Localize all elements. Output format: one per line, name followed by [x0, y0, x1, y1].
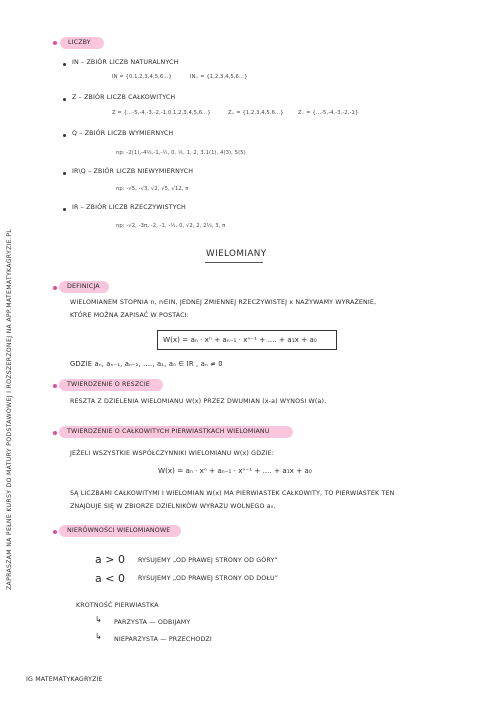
arrow-icon: ↳: [95, 632, 102, 641]
definition-line-2: KTÓRE MOŻNA ZAPISAĆ W POSTACI:: [70, 312, 189, 319]
roots-formula: W(x) = aₙ · xⁿ + aₙ₋₁ · xⁿ⁻¹ + .... + a₁x + a₀: [158, 466, 312, 475]
q-definition: Q – ZBIÓR LICZB WYMIERNYCH: [72, 130, 174, 137]
bezout-pill: [59, 379, 163, 391]
a-less-zero: a < 0: [95, 572, 125, 585]
multiplicity-heading: KROTNOŚĆ PIERWIASTKA: [76, 602, 159, 609]
r-definition: IR – ZBIÓR LICZB RZECZYWISTYCH: [72, 204, 186, 211]
section-title-underline: [205, 262, 263, 263]
heading-bullet: [53, 431, 57, 435]
n-definition: IN – ZBIÓR LICZB NATURALNYCH: [72, 59, 179, 66]
list-dot: [63, 98, 66, 101]
n-plus-set: IN₊ = {1,2,3,4,5,6...}: [190, 74, 248, 80]
heading-bullet: [53, 286, 57, 290]
roots-line-3: ZNAJDUJE SIĘ W ZBIORZE DZIELNIKÓW WYRAZU WOLNEGO a₀.: [70, 503, 276, 510]
heading-bullet: [53, 41, 57, 45]
rq-example: np: -√5, -√3, √2, √5, √12, π: [116, 186, 189, 192]
bezout-label: TWIERDZENIE O RESZCIE: [67, 381, 150, 388]
r-example: np: -√2, -3π, -2, -1, -½, 0, √2, 2, 2⅓, 3, π: [116, 223, 226, 229]
rq-definition: IR\Q – ZBIÓR LICZB NIEWYMIERNYCH: [72, 168, 194, 175]
list-dot: [63, 208, 66, 211]
z-minus-set: Z₋ = {...-5,-4,-3,-2,-1}: [298, 110, 359, 116]
arrow-icon: ↳: [95, 615, 102, 624]
list-dot: [63, 172, 66, 175]
a-less-zero-rule: RYSUJEMY „OD PRAWEJ STRONY OD DOŁU”: [138, 575, 279, 582]
liczby-heading: LICZBY: [68, 39, 91, 46]
inequalities-label: NIERÓWNOŚCI WIELOMIANOWE: [67, 527, 171, 534]
roots-pill: [59, 426, 293, 438]
roots-label: TWIERDZENIE O CAŁKOWITYCH PIERWIASTKACH WIELOMIANU: [67, 428, 270, 435]
inequalities-pill: [59, 525, 181, 537]
a-greater-zero: a > 0: [95, 553, 125, 566]
roots-line-1: JEŻELI WSZYSTKIE WSPÓŁCZYNNIKI WIELOMIANU W(x) GDZIE:: [70, 450, 275, 457]
odd-multiplicity: NIEPARZYSTA — PRZECHODZI: [114, 636, 212, 643]
definition-line-1: WIELOMIANEM STOPNIA n, n∈IN, JEDNEJ ZMIENNEJ RZECZYWISTEJ x NAZYWAMY WYRAŻENIE,: [70, 299, 377, 306]
even-multiplicity: PARZYSTA — ODBIJAMY: [114, 619, 191, 626]
liczby-heading-pill: [60, 37, 104, 49]
n-set: IN = {0,1,2,3,4,5,6...}: [112, 74, 172, 80]
heading-bullet: [53, 384, 57, 388]
definicja-pill: [59, 281, 109, 293]
side-promo-text: ZAPRASZAM NA PEŁNE KURSY DO MATURY PODSTAWOWEJ I ROZSZERZONEJ NA APP.MATEMATYKAGRYZIE.PL: [6, 228, 13, 590]
a-greater-zero-rule: RYSUJEMY „OD PRAWEJ STRONY OD GÓRY”: [138, 557, 278, 564]
section-title: WIELOMIANY: [206, 249, 267, 259]
roots-line-2: SĄ LICZBAMI CAŁKOWITYMI I WIELOMIAN W(x) MA PIERWIASTEK CAŁKOWITY, TO PIERWIASTEK TEN: [70, 490, 395, 497]
list-dot: [63, 134, 66, 137]
z-set: Z = {...-5,-4,-3,-2,-1,0,1,2,3,4,5,6...}: [112, 110, 211, 116]
z-plus-set: Z₊ = {1,2,3,4,5,6...}: [228, 110, 284, 116]
z-definition: Z – ZBIÓR LICZB CAŁKOWITYCH: [72, 94, 176, 101]
bezout-text: RESZTA Z DZIELENIA WIELOMIANU W(x) PRZEZ DWUMIAN (x-a) WYNOSI W(a).: [70, 398, 327, 405]
heading-bullet: [53, 530, 57, 534]
definition-formula: W(x) = aₙ · xⁿ + aₙ₋₁ · xⁿ⁻¹ + .... + a₁x + a₀: [163, 335, 317, 344]
footer-handle: IG MATEMATYKAGRYZIE: [26, 676, 103, 683]
definicja-label: DEFINICJA: [67, 283, 100, 290]
list-dot: [63, 63, 66, 66]
coefficients-condition: GDZIE aₙ, aₙ₋₁, aₙ₋₂, ...., a₁, a₀ ∈ IR , aₙ ≠ 0: [70, 360, 223, 368]
q-example: np: -2(1),-4⅓,-1,-½, 0, ⅕, 1, 2, 3.1(1), 4(3), 5(5): [116, 150, 246, 156]
